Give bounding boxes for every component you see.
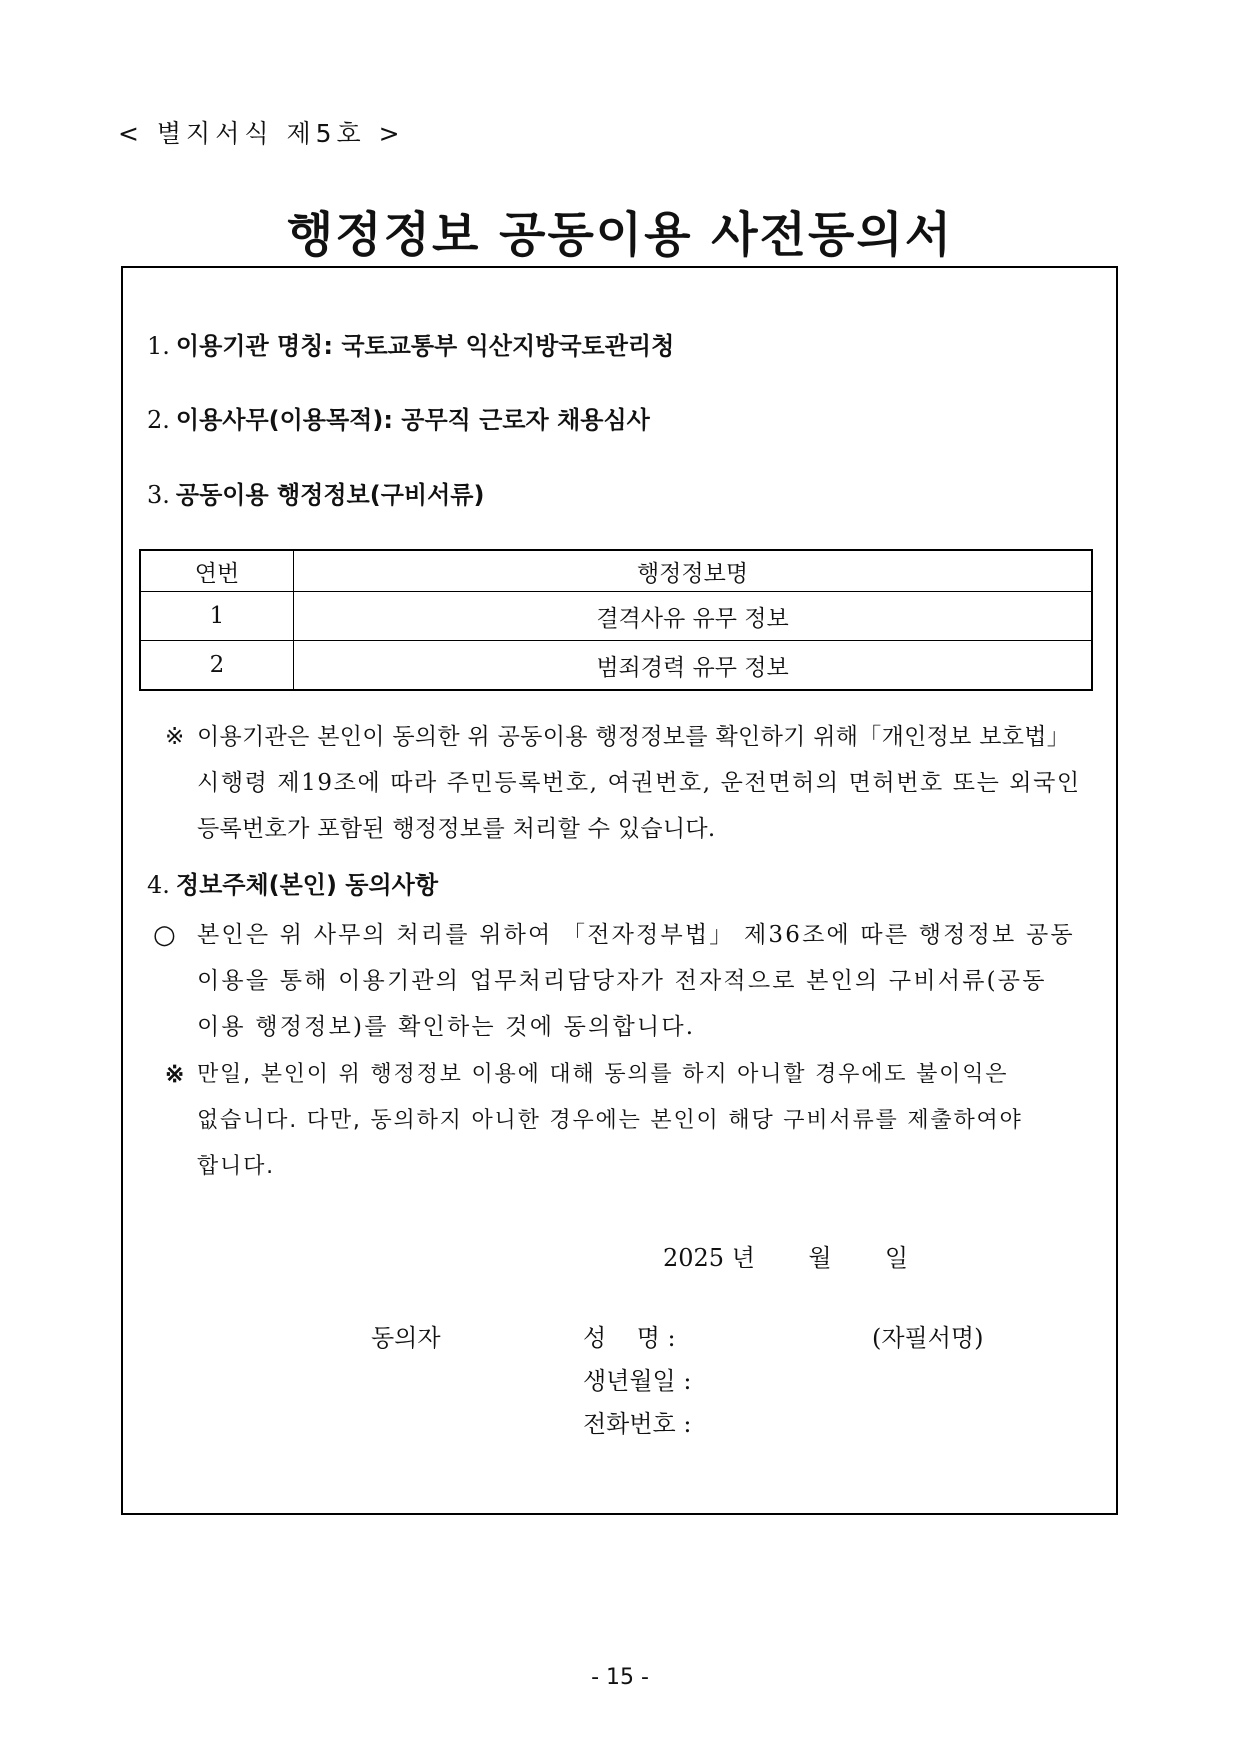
note-line: 이용기관은 본인이 동의한 위 공동이용 행정정보를 확인하기 위해「개인정보 보호법」 bbox=[197, 724, 1071, 750]
document-title: 행정정보 공동이용 사전동의서 bbox=[286, 207, 954, 263]
consent-line: 본인은 위 사무의 처리를 위하여 「전자정부법」 제36조에 따른 행정정보 공동 bbox=[197, 922, 1075, 948]
cell-info-name: 결격사유 유무 정보 bbox=[294, 592, 1093, 641]
name-label: 성 명 : bbox=[583, 1324, 676, 1352]
cell-info-name: 범죄경력 유무 정보 bbox=[294, 641, 1093, 691]
form-number: < 별지서식 제5호 > bbox=[118, 119, 405, 148]
note-identifier-processing bbox=[165, 714, 1105, 852]
birthdate-label: 생년월일 : bbox=[583, 1367, 692, 1395]
date-year: 2025 bbox=[663, 1244, 725, 1272]
item-number: 4. bbox=[147, 871, 170, 899]
item-institution-name bbox=[147, 326, 674, 361]
date-month-unit: 월 bbox=[808, 1244, 832, 1272]
header-serial: 연번 bbox=[140, 550, 294, 592]
item-shared-info bbox=[147, 475, 484, 510]
item-number: 3. bbox=[147, 481, 170, 509]
signature-note: (자필서명) bbox=[872, 1324, 984, 1352]
shared-info-table bbox=[139, 549, 1093, 691]
note-line: 시행령 제19조에 따라 주민등록번호, 여권번호, 운전면허의 면허번호 또는 외국인 bbox=[197, 770, 1081, 796]
note-line: 등록번호가 포함된 행정정보를 처리할 수 있습니다. bbox=[197, 816, 716, 842]
phone-label: 전화번호 : bbox=[583, 1410, 692, 1438]
note-line: 합니다. bbox=[197, 1154, 275, 1179]
header-info-name: 행정정보명 bbox=[294, 550, 1093, 592]
table-header-row bbox=[140, 550, 1092, 592]
consenter-label: 동의자 bbox=[371, 1324, 441, 1352]
table-row bbox=[140, 592, 1092, 641]
reference-mark: ※ bbox=[165, 1061, 185, 1088]
item-consent bbox=[147, 865, 438, 900]
item-number: 1. bbox=[147, 332, 170, 360]
cell-serial: 1 bbox=[140, 592, 294, 641]
consent-form-frame bbox=[121, 266, 1118, 1515]
note-line: 만일, 본인이 위 행정정보 이용에 대해 동의를 하지 아니할 경우에도 불이익은 bbox=[197, 1062, 1009, 1087]
consent-statement bbox=[153, 912, 1105, 1050]
item-label: 이용기관 명칭: 국토교통부 익산지방국토관리청 bbox=[175, 332, 675, 360]
item-label: 이용사무(이용목적): 공무직 근로자 채용심사 bbox=[175, 406, 650, 434]
note-no-disadvantage bbox=[165, 1052, 1105, 1190]
circle-bullet-icon: ○ bbox=[153, 920, 176, 950]
date-year-unit: 년 bbox=[731, 1244, 755, 1272]
note-line: 없습니다. 다만, 동의하지 아니한 경우에는 본인이 해당 구비서류를 제출하여야 bbox=[197, 1108, 1023, 1133]
consent-date bbox=[663, 1238, 908, 1273]
item-label: 정보주체(본인) 동의사항 bbox=[175, 871, 439, 899]
cell-serial: 2 bbox=[140, 641, 294, 691]
consent-line: 이용 행정정보)를 확인하는 것에 동의합니다. bbox=[197, 1014, 696, 1040]
item-number: 2. bbox=[147, 406, 170, 434]
consent-line: 이용을 통해 이용기관의 업무처리담당자가 전자적으로 본인의 구비서류(공동 bbox=[197, 968, 1047, 994]
table-row bbox=[140, 641, 1092, 691]
item-label: 공동이용 행정정보(구비서류) bbox=[175, 481, 485, 509]
reference-mark: ※ bbox=[165, 724, 185, 750]
item-purpose bbox=[147, 400, 650, 435]
page-number: - 15 - bbox=[591, 1665, 649, 1690]
date-day-unit: 일 bbox=[884, 1244, 909, 1272]
